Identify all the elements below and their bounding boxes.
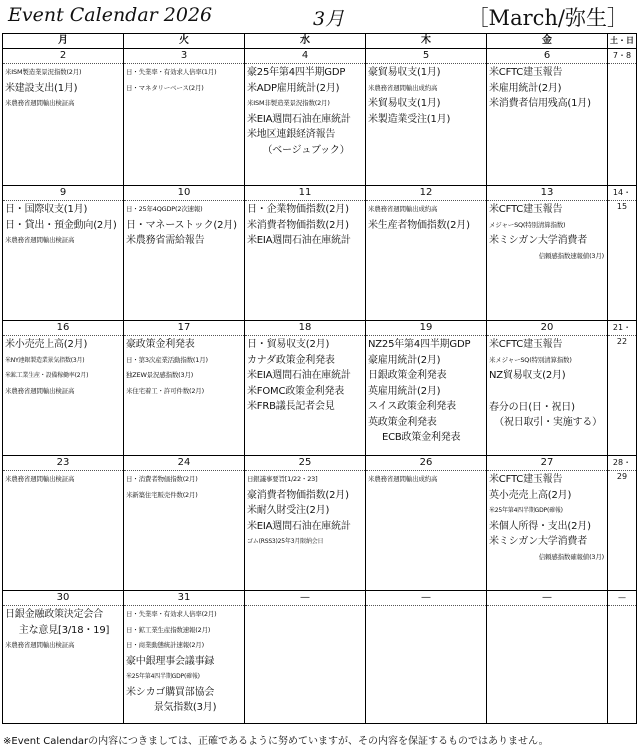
weekend-cell xyxy=(608,321,637,456)
event: 米個人所得・支出(2月) xyxy=(489,520,591,532)
day-cell xyxy=(366,591,487,724)
day-cell xyxy=(487,49,608,186)
week-row xyxy=(3,321,637,456)
day-cell xyxy=(487,321,608,456)
day-number: 18 xyxy=(245,321,365,336)
event: 日・マネーストック(2月) xyxy=(126,219,237,231)
day-number: 4 xyxy=(245,49,365,64)
event: 米農務省週間輸出成約高 xyxy=(368,475,438,483)
day-number: 31 xyxy=(124,591,244,606)
weekend-cell xyxy=(608,591,637,724)
day-number: 12 xyxy=(366,186,486,201)
day-number: 9 xyxy=(3,186,123,201)
day-number: — xyxy=(608,591,636,606)
event: 米EIA週間石油在庫統計 xyxy=(247,520,351,532)
day-cell xyxy=(3,49,124,186)
day-cell xyxy=(3,591,124,724)
event: 日銀政策金利発表 xyxy=(368,370,447,381)
event: 豪政策金利発表 xyxy=(126,339,195,350)
day-cell xyxy=(124,321,245,456)
event: 米シカゴ購買部協会 xyxy=(126,686,215,698)
weekend-cell xyxy=(608,49,637,186)
day-number: 10 xyxy=(124,186,244,201)
weekend-cell xyxy=(608,456,637,591)
month-japanese: 3月 xyxy=(313,8,345,30)
event: 米CFTC建玉報告 xyxy=(489,204,563,215)
event: 景気指数(3月) xyxy=(153,702,217,713)
event: 米FOMC政策金利発表 xyxy=(247,385,345,397)
week-row xyxy=(3,456,637,591)
week-row xyxy=(3,49,637,186)
event: 日・第3次産業活動指数(1月) xyxy=(126,355,208,364)
day-number: 6 xyxy=(487,49,607,64)
event: 米農務省週間輸出検証高 xyxy=(5,475,75,483)
day-number: 16 xyxy=(3,321,123,336)
day-number: 19 xyxy=(366,321,486,336)
event: 米新築住宅販売件数(2月) xyxy=(126,490,198,499)
day-cell xyxy=(366,186,487,321)
event: 米メジャーSQ(特別清算指数) xyxy=(489,355,572,364)
event: 信頼感指数確報値(3月) xyxy=(538,552,604,561)
event: 米耐久財受注(2月) xyxy=(247,505,330,516)
event: 日・失業率・有効求人倍率(1月) xyxy=(126,68,217,76)
day-cell xyxy=(366,321,487,456)
day-number: 11 xyxy=(245,186,365,201)
day-cell xyxy=(245,591,366,724)
day-cell xyxy=(245,456,366,591)
event: ECB政策金利発表 xyxy=(382,432,461,443)
event: 米貿易収支(1月) xyxy=(368,98,441,109)
event: 独ZEW景況感指数(3月) xyxy=(126,371,194,379)
event: 主な意見[3/18・19] xyxy=(18,624,110,636)
day-number: 2 xyxy=(3,49,123,64)
day-cell xyxy=(3,456,124,591)
event: 米ADP雇用統計(2月) xyxy=(247,82,340,94)
event: 米ミシガン大学消費者 xyxy=(489,536,587,547)
event: 米NY連銀製造業景気指数(3月) xyxy=(5,356,85,364)
day-number: — xyxy=(245,591,365,606)
event: 米EIA週間石油在庫統計 xyxy=(247,235,351,246)
event: 米建設支出(1月) xyxy=(5,82,78,94)
event: 米農務省週間輸出成約高 xyxy=(368,83,438,92)
weekday-mon: 月 xyxy=(3,34,124,49)
event: 米生産者物価指数(2月) xyxy=(368,219,470,231)
day-number: 5 xyxy=(366,49,486,64)
event: 米CFTC建玉報告 xyxy=(489,67,563,78)
event: メジャーSQ(特別清算指数) xyxy=(489,220,566,229)
disclaimer-footnote: ※Event Calendarの内容につきましては、正確であるように努めていますが、その内容を保証するものではありません。 xyxy=(3,736,549,747)
event: 日・国際収支(1月) xyxy=(5,204,88,215)
event: 日・鉱工業生産指数速報(2月) xyxy=(126,625,211,634)
month-english: ［March/弥生］ xyxy=(467,6,628,30)
event: 春分の日(日・祝日) xyxy=(489,401,575,413)
event: 英雇用統計(2月) xyxy=(368,385,441,397)
day-number: 26 xyxy=(366,456,486,471)
day-number: 20 xyxy=(487,321,607,336)
event: 英政策金利発表 xyxy=(368,416,437,428)
day-cell xyxy=(124,591,245,724)
event: 日・企業物価指数(2月) xyxy=(247,204,349,215)
event: 日・マネタリーベース(2月) xyxy=(126,83,204,92)
calendar-title: Event Calendar 2026 xyxy=(8,4,213,26)
event: 米農務省需給報告 xyxy=(126,235,205,246)
day-cell xyxy=(124,186,245,321)
day-number: 13 xyxy=(487,186,607,201)
day-cell xyxy=(245,186,366,321)
day-cell xyxy=(3,321,124,456)
day-cell xyxy=(487,186,608,321)
event: 米農務省週間輸出検証高 xyxy=(5,236,75,244)
day-number: 25 xyxy=(245,456,365,471)
event: 米ISM製造業景況指数(2月) xyxy=(5,68,82,76)
event: 米農務省週間輸出成約高 xyxy=(368,205,438,213)
event: スイス政策金利発表 xyxy=(368,401,456,412)
day-cell xyxy=(487,456,608,591)
weekend-cell xyxy=(608,186,637,321)
event: 米CFTC建玉報告 xyxy=(489,474,563,485)
event: 豪中銀理事会議事録 xyxy=(126,655,215,667)
week-row xyxy=(3,591,637,724)
calendar-header xyxy=(0,0,638,34)
event: 米農務省週間輸出検証高 xyxy=(5,99,75,107)
event: ゴム(RSS3)25年3月限納会日 xyxy=(247,538,324,545)
event: 米住宅着工・許可件数(2月) xyxy=(126,386,204,395)
event: 米消費者信用残高(1月) xyxy=(489,98,591,109)
day-number: 27 xyxy=(487,456,607,471)
event: 米ISM非製造業景況指数(2月) xyxy=(247,99,330,107)
event: 米EIA週間石油在庫統計 xyxy=(247,113,351,125)
event: （ベージュブック） xyxy=(262,144,350,156)
event: NZ貿易収支(2月) xyxy=(489,370,566,381)
event: 日・消費者物価指数(2月) xyxy=(126,475,198,483)
day-cell xyxy=(3,186,124,321)
event: 米鉱工業生産・設備稼働率(2月) xyxy=(5,372,89,379)
weekday-tue: 火 xyxy=(124,34,245,49)
event: 米地区連銀経済報告 xyxy=(247,129,336,140)
event: 日・25年4QGDP(2次速報) xyxy=(126,205,203,213)
event: 米FRB議長記者会見 xyxy=(247,401,335,412)
event: 日・貸出・預金動向(2月) xyxy=(5,219,117,231)
event: 米小売売上高(2月) xyxy=(5,339,88,350)
week-row xyxy=(3,186,637,321)
day-number: 17 xyxy=(124,321,244,336)
day-number: 14・15 xyxy=(608,186,636,201)
calendar-grid xyxy=(2,33,637,724)
event: 信頼感指数速報値(3月) xyxy=(538,251,604,260)
day-cell xyxy=(366,456,487,591)
day-cell xyxy=(245,49,366,186)
event: NZ25年第4四半期GDP xyxy=(368,339,471,350)
event: 米消費者物価指数(2月) xyxy=(247,219,349,231)
event: 米25年第4四半期GDP(確報) xyxy=(489,507,563,514)
event: 日銀議事要旨[1/22・23] xyxy=(247,475,318,483)
event: 米ミシガン大学消費者 xyxy=(489,235,587,246)
day-cell xyxy=(124,49,245,186)
event: 米25年第4四半期GDP(確報) xyxy=(126,673,200,680)
day-number: 28・29 xyxy=(608,456,636,471)
event: 日・失業率・有効求人倍率(2月) xyxy=(126,610,217,618)
day-number: 24 xyxy=(124,456,244,471)
day-cell xyxy=(245,321,366,456)
event: 米CFTC建玉報告 xyxy=(489,339,563,350)
event: 米雇用統計(2月) xyxy=(489,82,562,94)
weekday-thu: 木 xyxy=(366,34,487,49)
event: 豪消費者物価指数(2月) xyxy=(247,489,349,501)
day-number: — xyxy=(487,591,607,606)
day-number: 23 xyxy=(3,456,123,471)
event: 英小売売上高(2月) xyxy=(489,489,572,501)
day-number: 7・8 xyxy=(608,49,636,64)
event: 米農務省週間輸出検証高 xyxy=(5,386,75,395)
event: カナダ政策金利発表 xyxy=(247,354,335,366)
day-number: 21・22 xyxy=(608,321,636,336)
event: 日・貿易収支(2月) xyxy=(247,339,330,350)
event: （祝日取引・実施する） xyxy=(494,417,602,428)
event: 豪25年第4四半期GDP xyxy=(247,67,346,78)
weekday-fri: 金 xyxy=(487,34,608,49)
event: 米農務省週間輸出検証高 xyxy=(5,641,75,649)
day-number: 30 xyxy=(3,591,123,606)
weekday-wed: 水 xyxy=(245,34,366,49)
day-number: 3 xyxy=(124,49,244,64)
day-cell xyxy=(487,591,608,724)
event: 豪雇用統計(2月) xyxy=(368,354,441,366)
day-number: — xyxy=(366,591,486,606)
event: 日銀金融政策決定会合 xyxy=(5,609,103,620)
day-cell xyxy=(124,456,245,591)
event: 米製造業受注(1月) xyxy=(368,113,451,125)
event: 豪貿易収支(1月) xyxy=(368,67,441,78)
event: 日・商業動態統計速報(2月) xyxy=(126,641,204,649)
event: 米EIA週間石油在庫統計 xyxy=(247,370,351,381)
weekday-weekend: 土・日 xyxy=(608,34,637,49)
day-cell xyxy=(366,49,487,186)
